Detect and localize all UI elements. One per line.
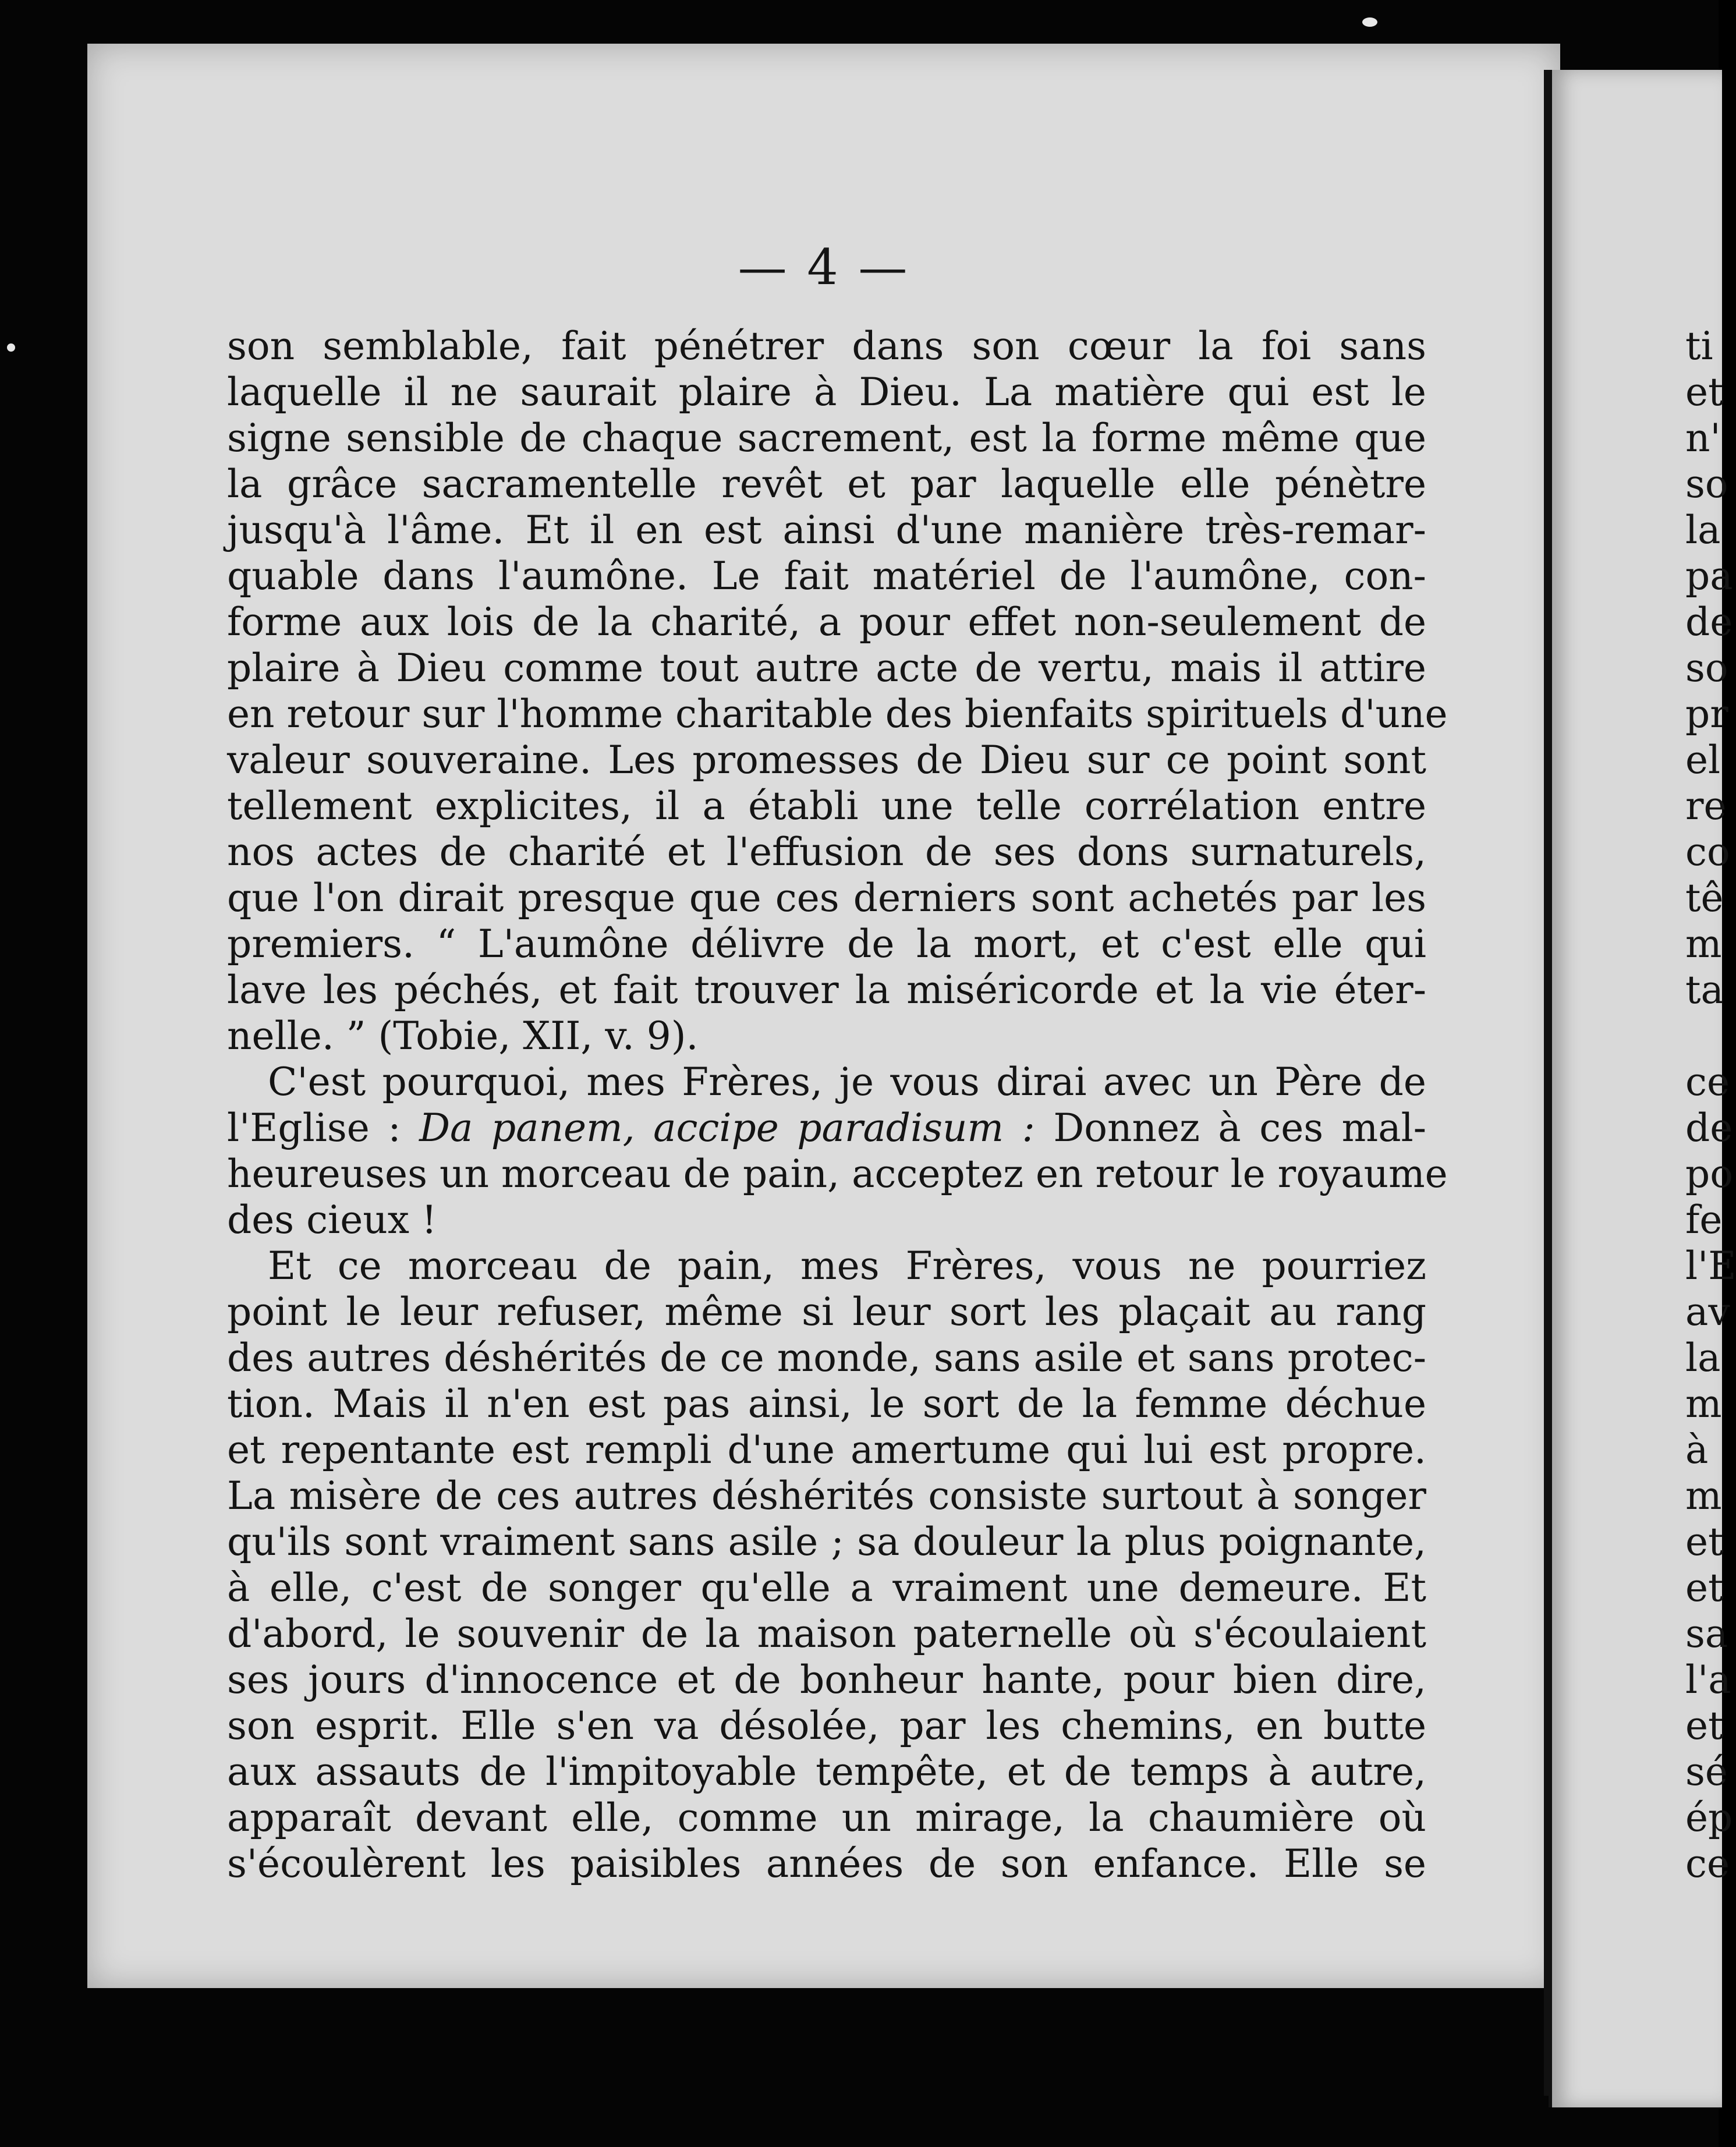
body-text bbox=[227, 323, 1448, 1887]
text-line-with-latin bbox=[227, 1105, 1426, 1151]
latin-quote: Da panem, accipe paradisum : bbox=[419, 1106, 1035, 1150]
fragment: et bbox=[1685, 1703, 1724, 1748]
text-line: en retour sur l'homme charitable des bienfaits spirituels d'une bbox=[227, 692, 1448, 736]
fragment: m bbox=[1685, 1381, 1722, 1426]
fragment: et bbox=[1685, 370, 1724, 414]
fragment: pa bbox=[1685, 554, 1733, 598]
fragment: sé bbox=[1685, 1749, 1728, 1794]
fragment: pr bbox=[1685, 692, 1728, 736]
text-line: nelle. ” (Tobie, XII, v. 9). bbox=[227, 1014, 699, 1058]
text-line: laquelle il ne saurait plaire à Dieu. La matière qui est le bbox=[227, 370, 1426, 414]
scan-speck bbox=[7, 343, 15, 352]
fragment: l'E bbox=[1685, 1243, 1736, 1288]
fragment: fe bbox=[1685, 1197, 1723, 1242]
fragment: sa bbox=[1685, 1611, 1728, 1656]
fragment: av bbox=[1685, 1289, 1730, 1334]
fragment: el bbox=[1685, 738, 1721, 782]
fragment: co bbox=[1685, 830, 1730, 874]
text-line: la grâce sacramentelle revêt et par laquelle elle pénètre bbox=[227, 462, 1426, 506]
text-line: aux assauts de l'impitoyable tempête, et de temps à autre, bbox=[227, 1749, 1426, 1794]
text-line: signe sensible de chaque sacrement, est la forme même que bbox=[227, 416, 1426, 460]
fragment: de bbox=[1685, 600, 1733, 644]
text-line: premiers. “ L'aumône délivre de la mort, et c'est elle qui bbox=[227, 922, 1426, 966]
text-line: son esprit. Elle s'en va désolée, par les chemins, en butte bbox=[227, 1703, 1426, 1748]
text-line: plaire à Dieu comme tout autre acte de vertu, mais il attire bbox=[227, 646, 1426, 690]
fragment-gap bbox=[1685, 1013, 1720, 1059]
scan-speck bbox=[1362, 17, 1377, 27]
text-line: que l'on dirait presque que ces derniers sont achetés par les bbox=[227, 876, 1426, 920]
text-line: point le leur refuser, même si leur sort les plaçait au rang bbox=[227, 1289, 1426, 1334]
text-line: apparaît devant elle, comme un mirage, la chaumière où bbox=[227, 1795, 1426, 1840]
fragment: so bbox=[1685, 646, 1728, 690]
paragraph-1 bbox=[227, 323, 1448, 1059]
text-line: s'écoulèrent les paisibles années de son enfance. Elle se bbox=[227, 1841, 1426, 1886]
paragraph-3 bbox=[227, 1243, 1426, 1887]
page-number: — 4 — bbox=[738, 239, 910, 296]
fragment: ép bbox=[1685, 1795, 1733, 1840]
fragment: la bbox=[1685, 1335, 1721, 1380]
fragment: ce bbox=[1685, 1841, 1730, 1886]
text-line: qu'ils sont vraiment sans asile ; sa douleur la plus poignante, bbox=[227, 1519, 1426, 1564]
fragment: tê bbox=[1685, 876, 1724, 920]
fragment: m bbox=[1685, 1473, 1722, 1518]
text-line: des cieux ! bbox=[227, 1197, 437, 1242]
text-line: Et ce morceau de pain, mes Frères, vous ne pourriez bbox=[268, 1243, 1426, 1288]
text-line: forme aux lois de la charité, a pour effet non-seulement de bbox=[227, 600, 1426, 644]
text-line: lave les péchés, et fait trouver la miséricorde et la vie éter- bbox=[227, 968, 1426, 1012]
text-line: heureuses un morceau de pain, acceptez en retour le royaume bbox=[227, 1152, 1448, 1196]
fragment: m bbox=[1685, 922, 1722, 966]
text-line: et repentante est rempli d'une amertume qui lui est propre. bbox=[227, 1427, 1426, 1472]
fragment: de bbox=[1685, 1106, 1733, 1150]
fragment: et bbox=[1685, 1565, 1724, 1610]
fragment: l'a bbox=[1685, 1657, 1731, 1702]
text-line: son semblable, fait pénétrer dans son cœur la foi sans bbox=[227, 324, 1426, 369]
fragment: ta bbox=[1685, 968, 1724, 1012]
text-line: jusqu'à l'âme. Et il en est ainsi d'une manière très-remar- bbox=[227, 508, 1426, 552]
fragment: re bbox=[1685, 784, 1727, 828]
paragraph-2 bbox=[227, 1059, 1448, 1243]
text-line: valeur souveraine. Les promesses de Dieu sur ce point sont bbox=[227, 738, 1426, 782]
text-line: tion. Mais il n'en est pas ainsi, le sort de la femme déchue bbox=[227, 1381, 1426, 1426]
text-line: d'abord, le souvenir de la maison paternelle où s'écoulaient bbox=[227, 1611, 1426, 1656]
text-line: quable dans l'aumône. Le fait matériel de l'aumône, con- bbox=[227, 554, 1426, 598]
text-line: C'est pourquoi, mes Frères, je vous dirai avec un Père de bbox=[268, 1060, 1426, 1104]
text-line: nos actes de charité et l'effusion de ses dons surnaturels, bbox=[227, 830, 1426, 874]
text-fragment: l'Eglise : bbox=[227, 1106, 420, 1150]
text-line: des autres déshérités de ce monde, sans asile et sans protec- bbox=[227, 1335, 1426, 1380]
fragment: po bbox=[1685, 1152, 1733, 1196]
text-line: La misère de ces autres déshérités consiste surtout à songer bbox=[227, 1473, 1426, 1518]
text-line: ses jours d'innocence et de bonheur hante, pour bien dire, bbox=[227, 1657, 1426, 1702]
text-fragment: Donnez à ces mal- bbox=[1034, 1106, 1426, 1150]
fragment: ti bbox=[1685, 324, 1713, 369]
fragment: n' bbox=[1685, 416, 1721, 460]
fragment: et bbox=[1685, 1519, 1724, 1564]
fragment: la bbox=[1685, 508, 1721, 552]
text-line: à elle, c'est de songer qu'elle a vraiment une demeure. Et bbox=[227, 1565, 1426, 1610]
text-line: tellement explicites, il a établi une telle corrélation entre bbox=[227, 784, 1426, 828]
fragment: ce bbox=[1685, 1060, 1730, 1104]
right-page-text-fragments bbox=[1685, 323, 1736, 1887]
fragment: so bbox=[1685, 462, 1728, 506]
fragment: à bbox=[1685, 1427, 1709, 1472]
